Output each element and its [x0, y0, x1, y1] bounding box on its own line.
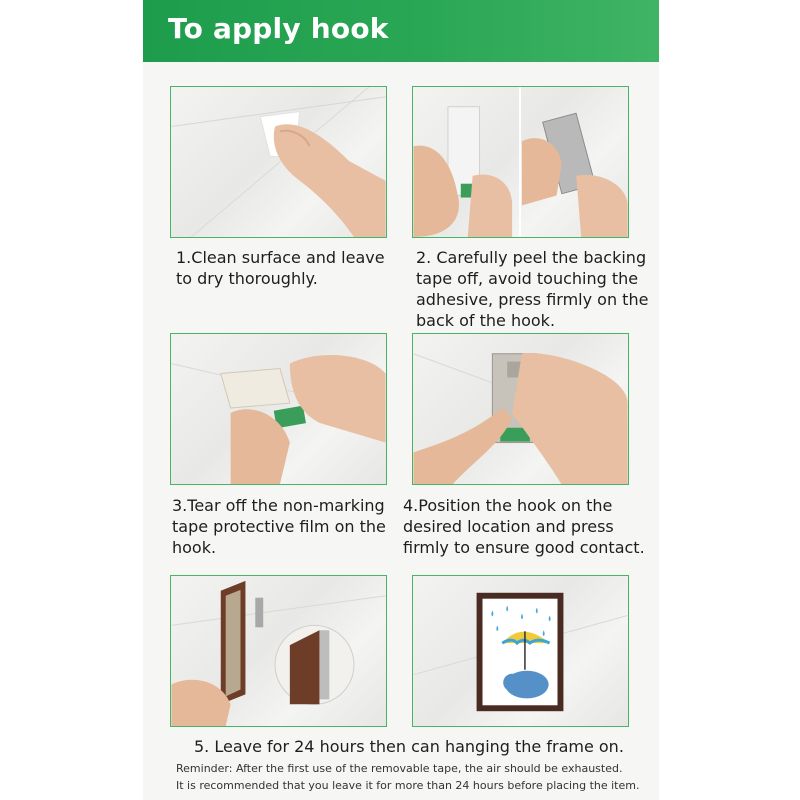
caption-line: to dry thoroughly.	[176, 269, 318, 288]
caption-line: hook.	[172, 538, 217, 557]
reminder-line-1: Reminder: After the first use of the removable tape, the air should be exhausted.	[176, 762, 623, 775]
step-3-photo	[170, 333, 387, 485]
header-banner	[143, 0, 659, 62]
step-2-caption	[416, 247, 648, 331]
caption-line: 1.Clean surface and leave	[176, 248, 385, 267]
caption-line: 3.Tear off the non-marking	[172, 496, 385, 515]
caption-line: adhesive, press firmly on the	[416, 290, 649, 309]
step-5-photo-framed	[412, 575, 629, 727]
step-1-caption	[176, 247, 385, 289]
caption-line: tape protective film on the	[172, 517, 386, 536]
reminder-line-2: It is recommended that you leave it for more than 24 hours before placing the item.	[176, 779, 640, 792]
step-4-photo	[412, 333, 629, 485]
caption-line: 2. Carefully peel the backing	[416, 248, 647, 267]
step-3-caption	[172, 495, 386, 558]
caption-line: firmly to ensure good contact.	[403, 538, 645, 557]
caption-line: 4.Position the hook on the	[403, 496, 613, 515]
step-4-caption	[403, 495, 645, 558]
step-2-photo	[412, 86, 629, 238]
page-title: To apply hook	[168, 12, 389, 45]
step-1-photo	[170, 86, 387, 238]
step-5-photo-hanging	[170, 575, 387, 727]
caption-line: desired location and press	[403, 517, 614, 536]
caption-line: back of the hook.	[416, 311, 556, 330]
caption-line: tape off, avoid touching the	[416, 269, 639, 288]
caption-line: 5. Leave for 24 hours then can hanging the frame on.	[194, 737, 624, 756]
step-5-caption	[194, 736, 624, 757]
